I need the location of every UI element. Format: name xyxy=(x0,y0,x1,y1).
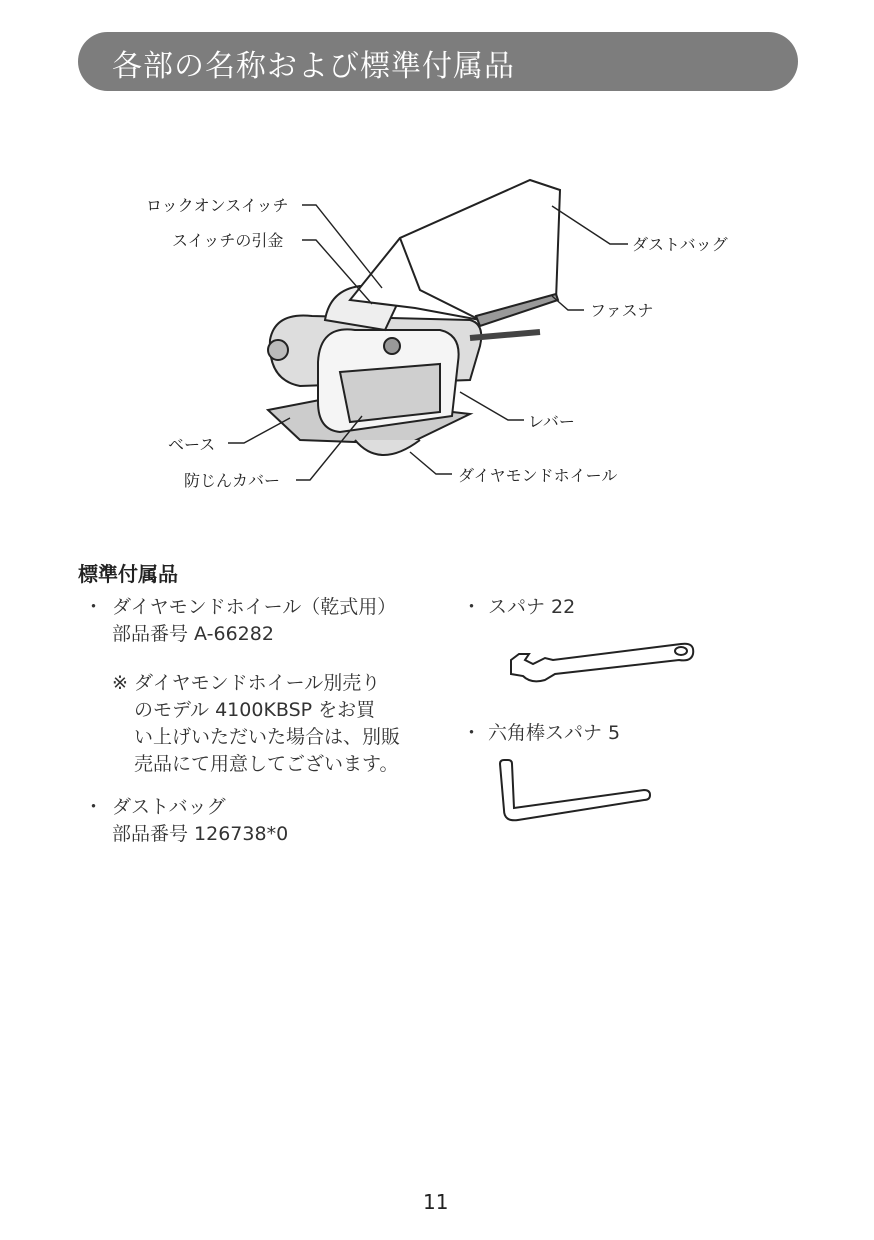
bullet: ・ xyxy=(84,796,104,818)
bullet: ・ xyxy=(84,596,104,618)
accessories-title: 標準付属品 xyxy=(78,562,178,586)
accessory-part-number: 部品番号 126738*0 xyxy=(112,823,289,845)
accessory-name: 六角棒スパナ 5 xyxy=(488,722,621,744)
note-line: ※ ダイヤモンドホイール別売り xyxy=(112,672,381,694)
circular-saw-illustration xyxy=(268,180,560,455)
accessory-item xyxy=(462,720,722,750)
note-line: い上げいただいた場合は、別販 xyxy=(134,726,401,748)
accessory-note xyxy=(112,670,442,778)
spanner-icon xyxy=(505,630,700,685)
label-lock-on-switch: ロックオンスイッチ xyxy=(146,196,289,215)
page-number: 11 xyxy=(423,1190,449,1214)
parts-diagram xyxy=(0,0,874,540)
accessory-name: ダイヤモンドホイール（乾式用） xyxy=(112,596,397,618)
label-dust-cover: 防じんカバー xyxy=(184,471,281,490)
accessory-item xyxy=(462,594,722,624)
label-fastener: ファスナ xyxy=(590,301,654,320)
note-line: 売品にて用意してございます。 xyxy=(134,753,399,775)
accessory-name: ダストバッグ xyxy=(112,796,226,818)
label-diamond-wheel: ダイヤモンドホイール xyxy=(458,466,618,485)
hex-wrench-icon xyxy=(492,758,657,828)
page-title: 各部の名称および標準付属品 xyxy=(112,49,515,84)
label-lever: レバー xyxy=(528,412,575,431)
note-line: のモデル 4100KBSP をお買 xyxy=(134,699,376,721)
accessory-name: スパナ 22 xyxy=(488,596,576,618)
label-dust-bag: ダストバッグ xyxy=(632,235,728,254)
bullet: ・ xyxy=(462,722,482,744)
accessory-item xyxy=(84,794,444,854)
label-base: ベース xyxy=(168,435,216,454)
label-switch-trigger: スイッチの引金 xyxy=(172,231,284,250)
bullet: ・ xyxy=(462,596,482,618)
accessory-part-number: 部品番号 A-66282 xyxy=(112,623,274,645)
accessory-item xyxy=(84,594,444,654)
